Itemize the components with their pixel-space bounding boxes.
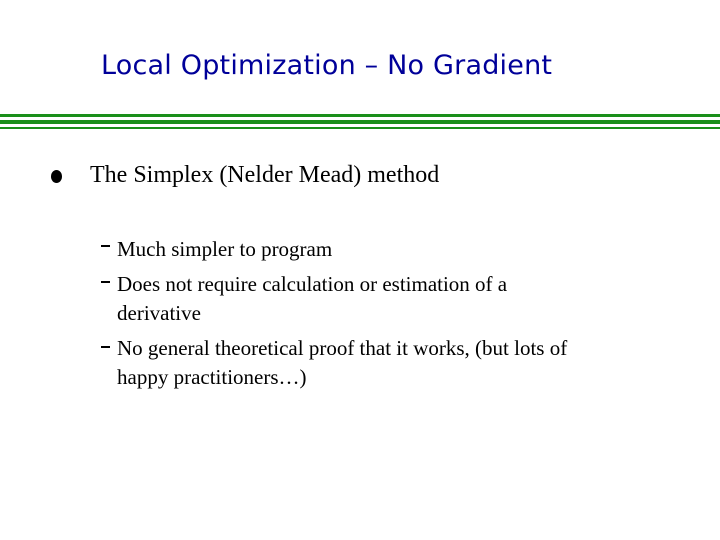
title-rule-top xyxy=(0,114,720,117)
sub-bullet-3-line-2: happy practitioners…) xyxy=(117,365,307,389)
dash-bullet-icon xyxy=(101,245,110,247)
slide-title: Local Optimization – No Gradient xyxy=(101,50,553,81)
title-rule-middle xyxy=(0,120,720,124)
sub-bullet-1-line-1: Much simpler to program xyxy=(117,237,333,261)
dash-bullet-icon xyxy=(101,281,110,283)
sub-bullet-2-line-2: derivative xyxy=(117,301,201,325)
main-bullet-text: The Simplex (Nelder Mead) method xyxy=(90,162,440,188)
sub-bullet-2-line-1: Does not require calculation or estimation of a xyxy=(117,272,508,296)
bullet-dot-icon xyxy=(51,170,62,183)
sub-bullet-3-line-1: No general theoretical proof that it works, (but lots of xyxy=(117,336,568,360)
dash-bullet-icon xyxy=(101,346,110,348)
title-rule-bottom xyxy=(0,127,720,129)
